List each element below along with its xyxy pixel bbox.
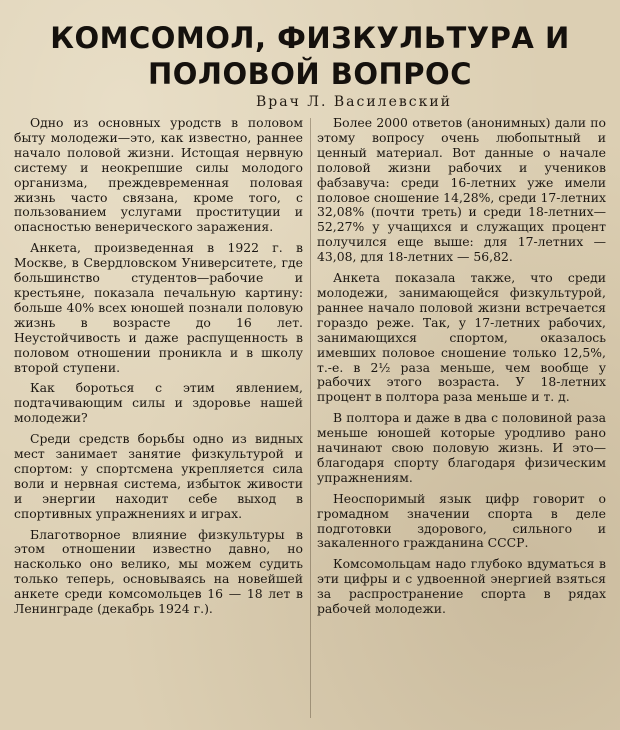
right-column [317, 116, 606, 728]
paragraph: Как бороться с этим явлением, подтачивающим силы и здоровье нашей молодежи? [14, 380, 303, 426]
paragraph: Среди средств борьбы одно из видных мест занимает занятие физкультурой и спортом: у спортсмена укрепляется сила воли и нервная система, избыток живости и энергии находит себе выход в спортивных упражнениях и играх. [14, 431, 303, 521]
paragraph: Анкета, произведенная в 1922 г. в Москве, в Свердловском Университете, где большинство студентов—рабочие и крестьяне, показала печальную картину: больше 40% всех юношей познали половую жизнь в возрасте до 16 лет. Неустойчивость и даже распущенность в половом отношении проникла и в школу второй ступени. [14, 240, 303, 375]
left-column [14, 116, 303, 728]
paragraph: Неоспоримый язык цифр говорит о громадном значении спорта в деле подготовки здорового, сильного и закаленного гражданина СССР. [317, 490, 606, 551]
paragraph: Анкета показала также, что среди молодежи, занимающейся физкультурой, раннее начало половой жизни встречается гораздо реже. Так, у 17-летних рабочих, занимающихся спортом, оказалось имевших половое сношение только 12,5%, т.-е. в 2½ раза меньше, чем вообще у рабочих этого возраста. У 18-летних процент в полтора раза меньше и т. д. [317, 270, 606, 405]
paragraph: Одно из основных уродств в половом быту молодежи—это, как известно, раннее начало половой жизни. Истощая нервную систему и неокрепшие силы молодого организма, преждевременная половая жизнь часто связана, кроме того, с пользованием услугами проституции и опасностью венерического заражения. [14, 116, 303, 235]
column-divider [310, 118, 311, 718]
headline-line-2: ПОЛОВОЙ ВОПРОС [147, 57, 472, 91]
headline-line-1: КОМСОМОЛ, ФИЗКУЛЬТУРА И [50, 21, 570, 55]
article-headline [14, 20, 606, 92]
paragraph: В полтора и даже в два с половиной раза меньше юношей которые уродливо рано начинают свою половую жизнь. И это—благодаря спорту благодаря физическим упражнениям. [317, 410, 606, 485]
paragraph: Комсомольцам надо глубоко вдуматься в эти цифры и с удвоенной энергией взяться за распространение спорта в рядах рабочей молодежи. [317, 556, 606, 617]
author-byline: Врач Л. Василевский [255, 94, 452, 110]
paragraph: Благотворное влияние физкультуры в этом отношении известно давно, но насколько оно велико, мы можем судить только теперь, основываясь на новейшей анкете среди комсомольцев 16 — 18 лет в Ленинграде (декабрь 1924 г.). [14, 526, 303, 617]
paragraph: Более 2000 ответов (анонимных) дали по этому вопросу очень любопытный и ценный материал. Вот данные о начале половой жизни рабочих и учеников фабзавуча: среди 16-летних уже имели половое сношение 14,28%, среди 17-летних 32,08% (почти треть) и среди 18-летних—52,27% у учащихся и служащих процент получился еще выше: для 17-летних — 43,08, для 18-летних — 56,82. [317, 116, 606, 265]
